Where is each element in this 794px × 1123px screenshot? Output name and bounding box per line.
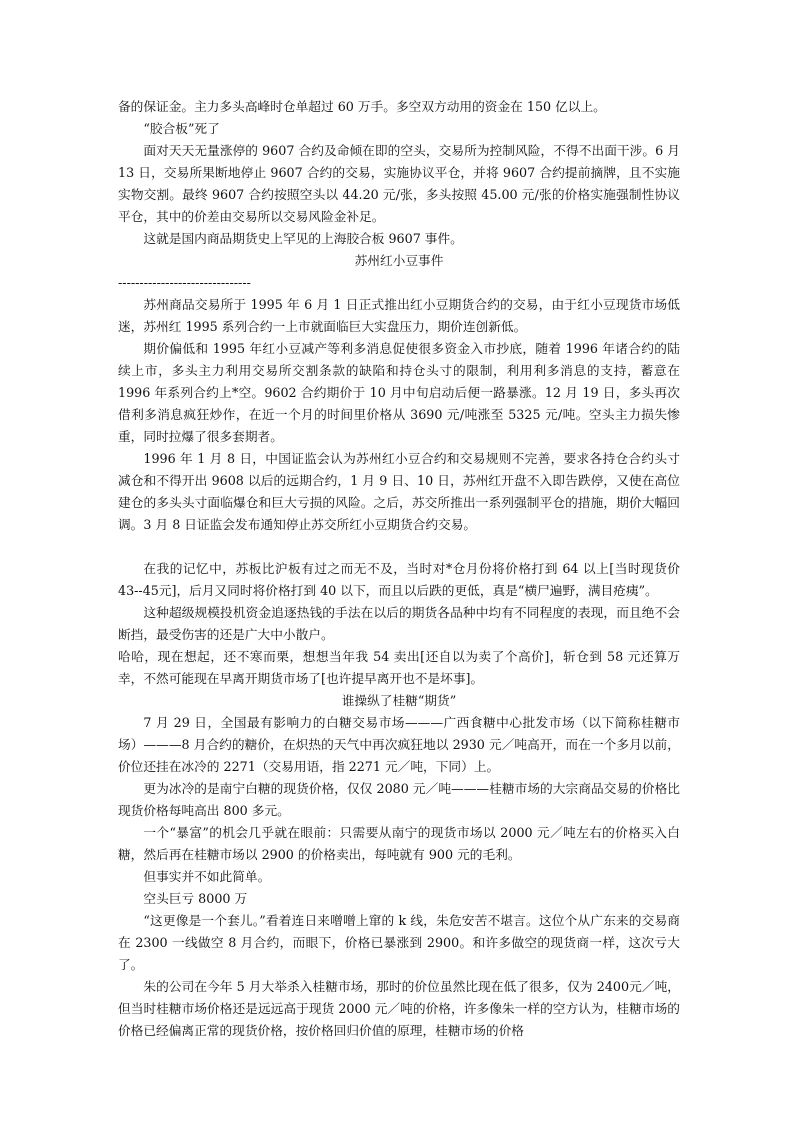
paragraph: 这种超级规模投机资金追逐热钱的手法在以后的期货各品种中均有不同程度的表现，而且绝不会断挡，最受伤害的还是广大中小散户。 [118, 605, 680, 642]
paragraph: 朱的公司在今年 5 月大举杀入桂糖市场，那时的价位虽然比现在低了很多，仅为 2400元／吨，但当时桂糖市场价格还是远远高于现货 2000 元／吨的价格，许多像朱一样的空方认为，桂糖市场的价格已经偏离正常的现货价格，按价格回归价值的原理，桂糖市场的价格 [118, 979, 680, 1038]
paragraph: 1996 年 1 月 8 日，中国证监会认为苏州红小豆合约和交易规则不完善，要求各持仓合约头寸减仓和不得开出 9608 以后的远期合约，1 月 9 日、10 日，苏州红开盘不入即告跌停，又使在高位建仓的多头头寸面临爆仓和巨大亏损的风险。之后，苏交所推出一系列强制平仓的措施，期价大幅回调。3 月 8 日证监会发布通知停止苏交所红小豆期货合约交易。 [118, 451, 680, 532]
paragraph: 7 月 29 日，全国最有影响力的白糖交易市场———广西食糖中心批发市场（以下简称桂糖市场）———8 月合约的糖价，在炽热的天气中再次疯狂地以 2930 元／吨高开，而在一个多月以前，价位还挂在冰冷的 2271（交易用语，指 2271 元／吨，下同）上。 [118, 715, 680, 774]
section-title: 苏州红小豆事件 [354, 253, 444, 268]
paragraph: 苏州商品交易所于 1995 年 6 月 1 日正式推出红小豆期货合约的交易，由于红小豆现货市场低迷，苏州红 1995 系列合约一上市就面临巨大实盘压力，期价连创新低。 [118, 297, 680, 334]
paragraph: 一个“暴富”的机会几乎就在眼前：只需要从南宁的现货市场以 2000 元／吨左右的价格买入白糖，然后再在桂糖市场以 2900 的价格卖出，每吨就有 900 元的毛利。 [118, 825, 680, 862]
paragraph: 哈哈，现在想起，还不寒而栗，想想当年我 54 卖出[还自以为卖了个高价]，斩仓到 58 元还算万幸，不然可能现在早离开期货市场了[也许提早离开也不是坏事]。 [118, 649, 680, 686]
paragraph: “胶合板”死了 [143, 121, 220, 136]
paragraph: 在我的记忆中，苏板比沪板有过之而无不及，当时对*仓月份将价格打到 64 以上[当时现货价 43--45元]，后月又同时将价格打到 40 以下，而且以后跌的更低，真是“横尸遍野，满目疮痍”。 [118, 561, 680, 598]
paragraph: 备的保证金。主力多头高峰时仓单超过 60 万手。多空双方动用的资金在 150 亿以上。 [118, 99, 606, 114]
paragraph: 但事实并不如此简单。 [143, 869, 271, 884]
paragraph: 空头巨亏 8000 万 [143, 891, 248, 906]
paragraph: “这更像是一个套儿。”看着连日来噌噌上窜的 k 线，朱危安苦不堪言。这位个从广东来的交易商在 2300 一线做空 8 月合约，而眼下，价格已暴涨到 2900。和许多做空的现货商一样，这次亏大了。 [118, 913, 680, 972]
section-title: 谁操纵了桂糖“期货” [341, 693, 457, 708]
paragraph: 更为冰冷的是南宁白糖的现货价格，仅仅 2080 元／吨———桂糖市场的大宗商品交易的价格比现货价格每吨高出 800 多元。 [118, 781, 680, 818]
paragraph: 期价偏低和 1995 年红小豆减产等利多消息促使很多资金入市抄底，随着 1996 年诸合约的陆续上市，多头主力利用交易所交割条款的缺陷和持仓头寸的限制，利用利多消息的支持，蓄意在 1996 年系列合约上*空。9602 合约期价于 10 月中旬启动后便一路暴涨。12 月 19 日，多头再次借利多消息疯狂炒作，在近一个月的时间里价格从 3690 元/吨涨至 5325 元/吨。空头主力损失惨重，同时拉爆了很多套期者。 [118, 341, 680, 444]
paragraph: 面对天天无量涨停的 9607 合约及命倾在即的空头，交易所为控制风险，不得不出面干涉。6 月 13 日，交易所果断地停止 9607 合约的交易，实施协议平仓，并将 9607 合约提前摘牌，且不实施实物交割。最终 9607 合约按照空头以 44.20 元/张，多头按照 45.00 元/张的价格实施强制性协议平仓，其中的价差由交易所以交易风险金补足。 [118, 143, 680, 224]
dash-divider: ------------------------------- [118, 275, 251, 290]
paragraph: 这就是国内商品期货史上罕见的上海胶合板 9607 事件。 [143, 231, 463, 246]
document-page [118, 96, 680, 1042]
blank-line [118, 536, 680, 558]
